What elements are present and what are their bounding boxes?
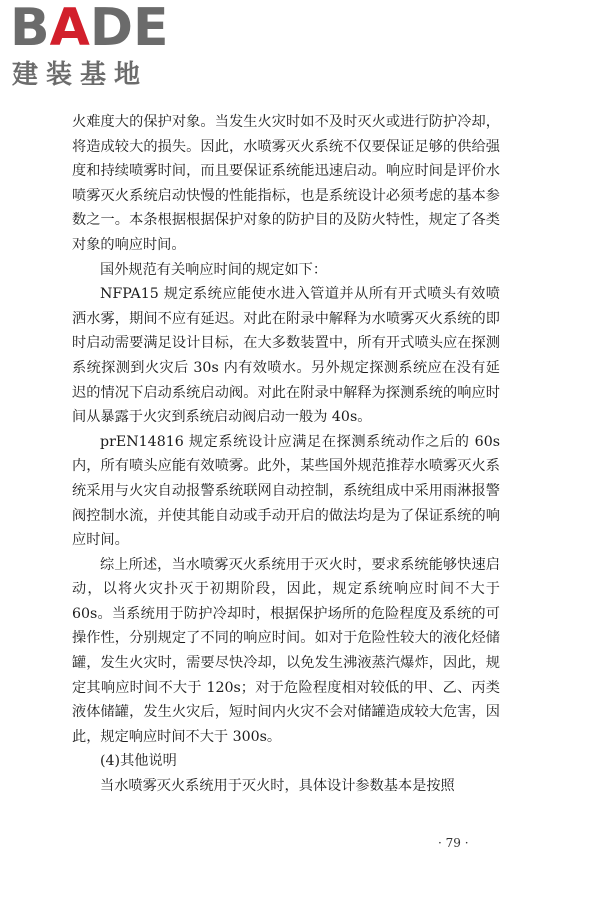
logo-wordmark	[10, 2, 180, 58]
paragraph-5: 综上所述，当水喷雾灭火系统用于灭火时，要求系统能够快速启动，以将火灾扑灭于初期阶段，因此，规定系统响应时间不大于 60s。当系统用于防护冷却时，根据保护场所的危险程度及系统的可操作性，分别规定了不同的响应时间。如对于危险性较大的液化烃储罐，发生火灾时，需要尽快冷却，以免发生沸液蒸汽爆炸，因此，规定其响应时间不大于 120s；对于危险程度相对较低的甲、乙、丙类液体储罐，发生火灾后，短时间内火灾不会对储罐造成较大危害，因此，规定响应时间不大于 300s。	[72, 556, 500, 745]
bade-logo	[10, 2, 180, 94]
paragraph-3: NFPA15 规定系统应能使水进入管道并从所有开式喷头有效喷洒水雾，期间不应有延迟。对此在附录中解释为水喷雾灭火系统的即时启动需要满足设计目标，在大多数装置中，所有开式喷头应在探测系统探测到火灾后 30s 内有效喷水。另外规定探测系统应在没有延迟的情况下启动系统启动阀。对此在附录中解释为探测系统的响应时间从暴露于火灾到系统启动阀启动一般为 40s。	[72, 286, 500, 426]
logo-letter-b: B	[10, 0, 50, 58]
body-text	[72, 110, 500, 799]
logo-letters-de: DE	[89, 0, 169, 58]
page-number: · 79 ·	[438, 836, 469, 850]
logo-subtitle: 建装基地	[12, 60, 149, 90]
paragraph-2: 国外规范有关响应时间的规定如下：	[100, 261, 328, 278]
paragraph-7: 当水喷雾灭火系统用于灭火时，具体设计参数基本是按照	[100, 778, 455, 795]
paragraph-6-heading: (4)其他说明	[100, 753, 177, 770]
paragraph-1: 火难度大的保护对象。当发生火灾时如不及时灭火或进行防护冷却，将造成较大的损失。因此，水喷雾灭火系统不仅要保证足够的供给强度和持续喷雾时间，而且要保证系统能迅速启动。响应时间是评价水喷雾灭火系统启动快慢的性能指标，也是系统设计必须考虑的基本参数之一。本条根据根据保护对象的防护目的及防火特性，规定了各类对象的响应时间。	[72, 114, 500, 253]
paragraph-4: prEN14816 规定系统设计应满足在探测系统动作之后的 60s 内，所有喷头应能有效喷雾。此外，某些国外规范推荐水喷雾灭火系统采用与火灾自动报警系统联网自动控制，系统组成中采用雨淋报警阀控制水流，并使其能自动或手动开启的做法均是为了保证系统的响应时间。	[72, 433, 500, 549]
logo-letter-a: A	[49, 0, 90, 58]
